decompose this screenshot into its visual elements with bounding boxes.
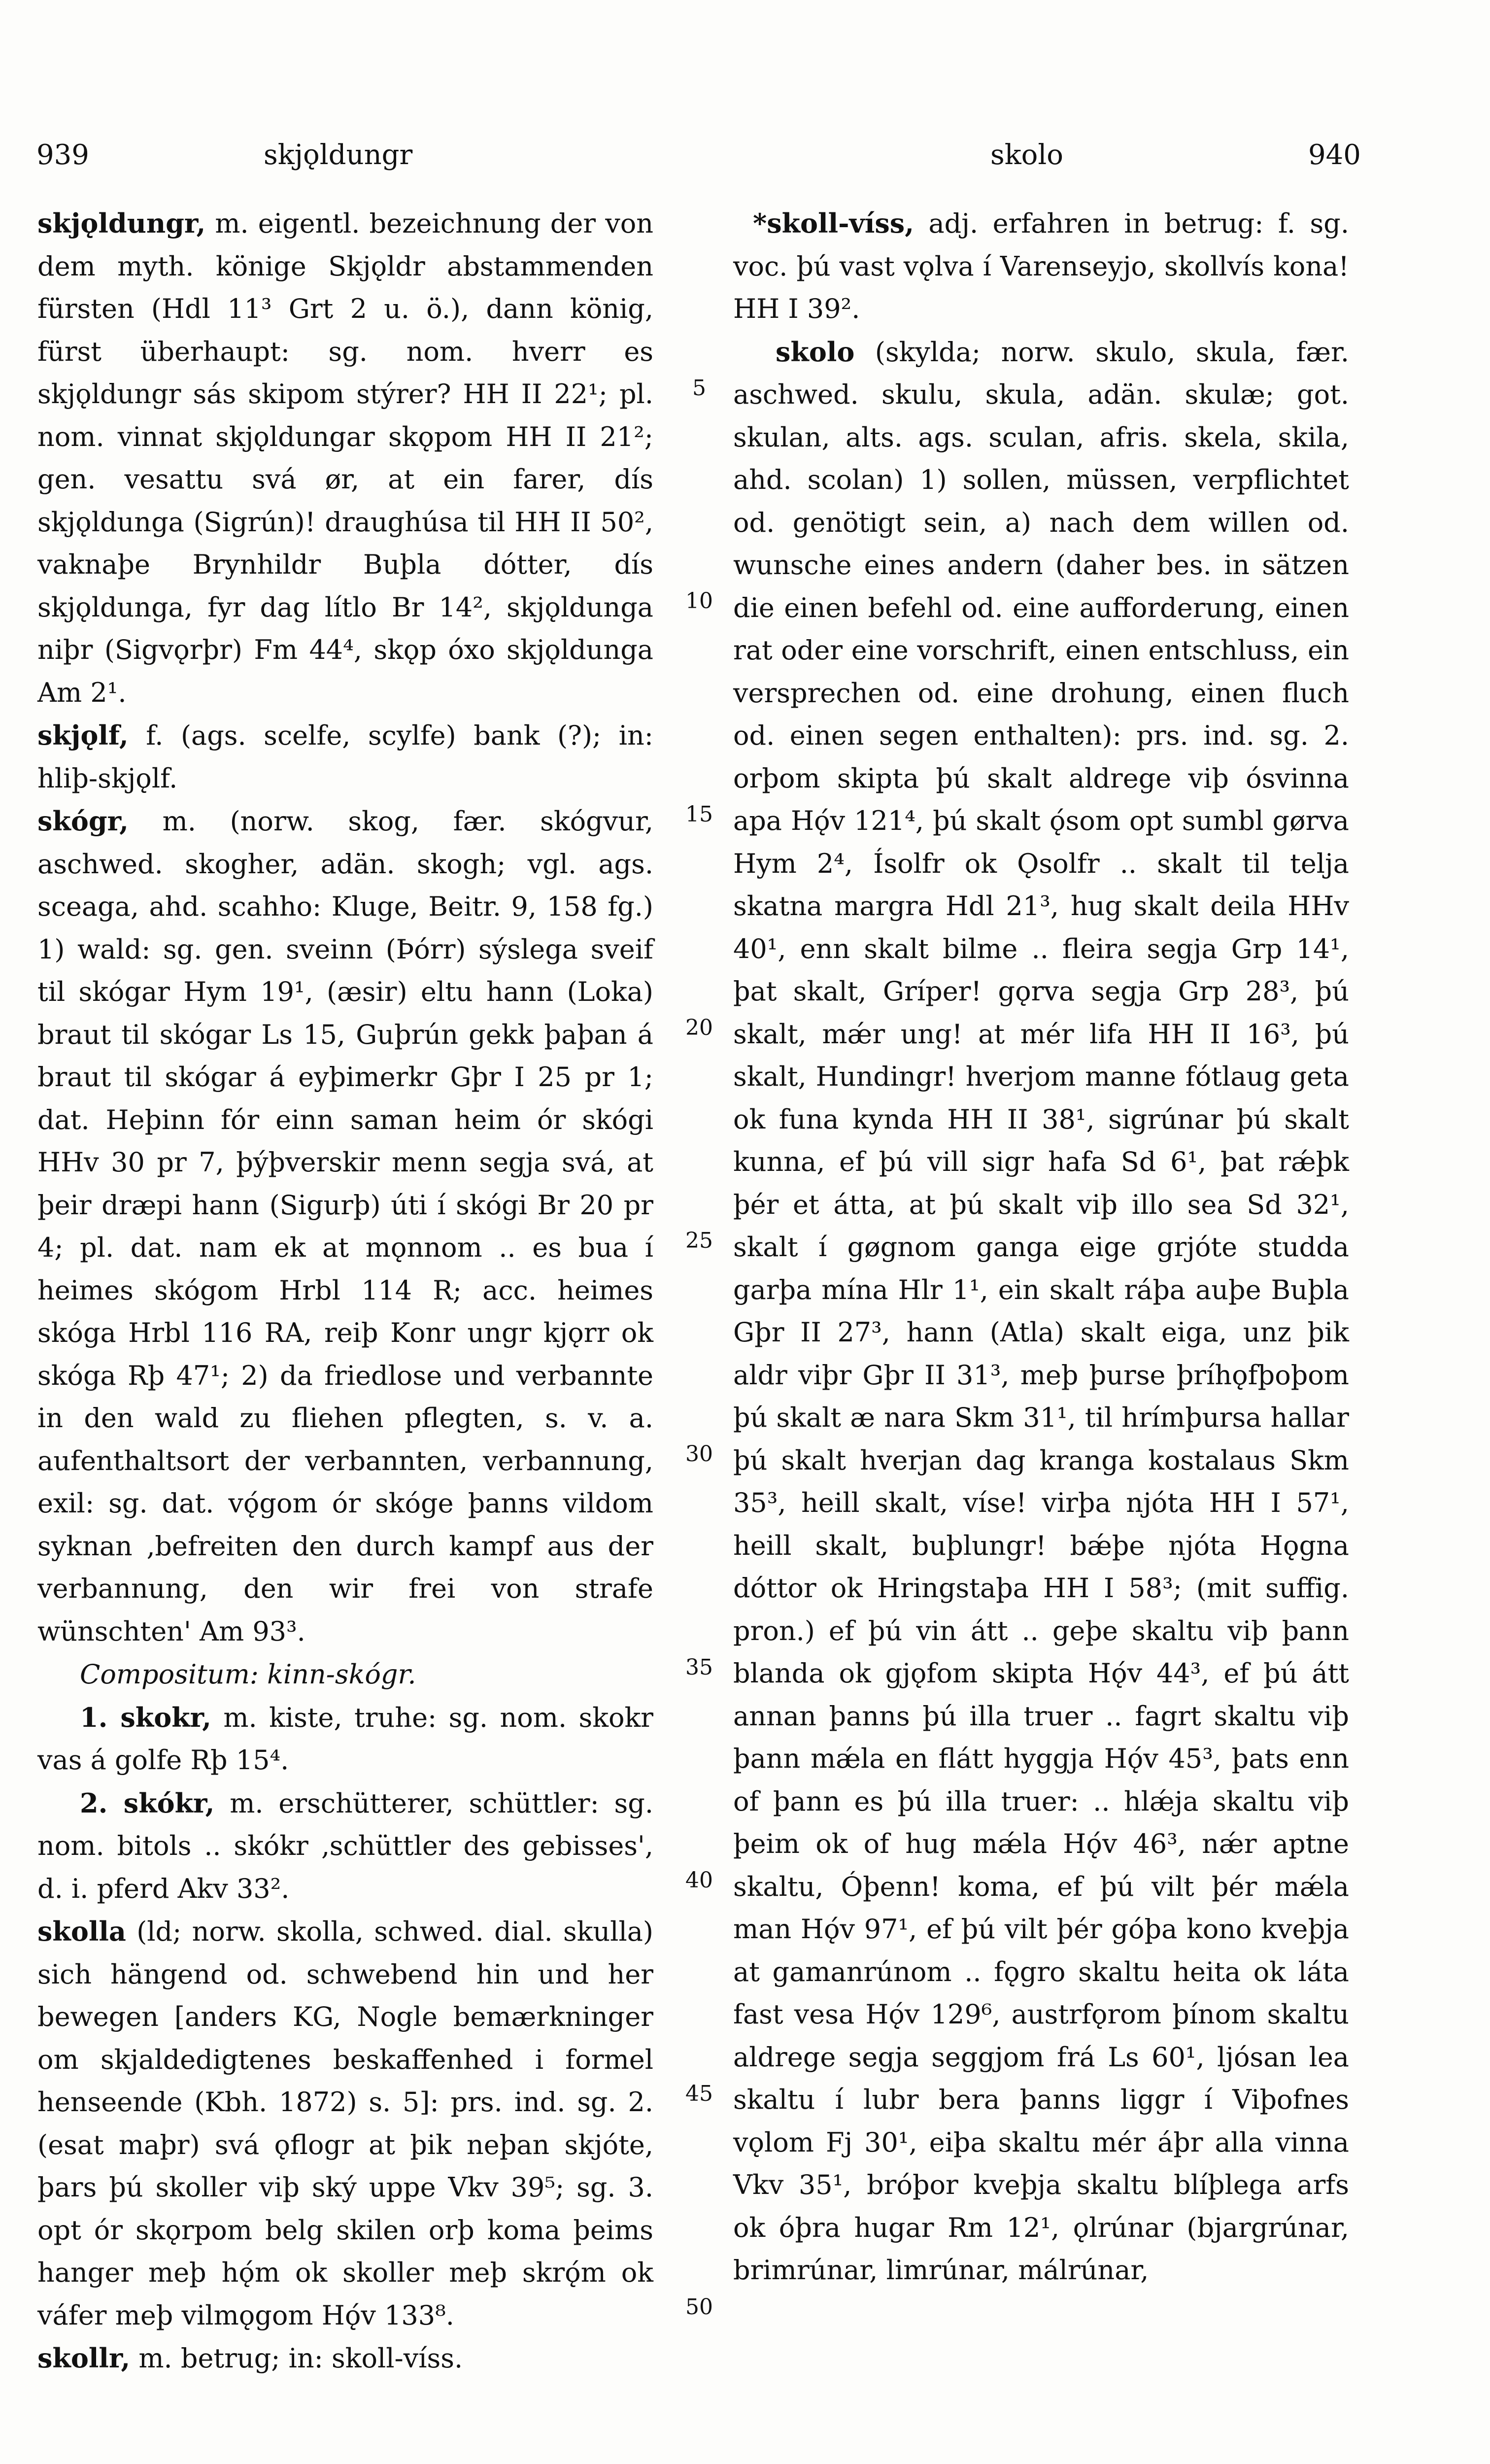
entry-text: m. eigentl. bezeichnung der von dem myth. könige Skjǫldr abstammenden fürsten (Hdl 11³ Grt 2 u. ö.), dann könig, fürst überhaupt: sg. nom. hverr es skjǫldungr sás skipom stýrer? HH II 22¹; pl. nom. vinnat skjǫldungar skǫpom HH II 21²; gen. vesattu svá ør, at ein farer, dís skjǫldunga (Sigrún)! draughúsa til HH II 50², vaknaþe Brynhildr Buþla dótter, dís skjǫldunga, fyr dag lítlo Br 14², skjǫldunga niþr (Sigvǫrþr) Fm 44⁴, skǫp óxo skjǫldunga Am 2¹. — [37, 208, 653, 708]
entry-headword: skolla — [37, 1916, 126, 1947]
dictionary-entry — [37, 202, 653, 714]
page-header — [0, 139, 1490, 183]
entry-headword: skolo — [776, 336, 855, 368]
dictionary-entry — [37, 1782, 653, 1911]
dictionary-entry — [37, 2337, 653, 2380]
dictionary-entry — [37, 1696, 653, 1782]
running-head-left: skjǫldungr — [264, 139, 413, 171]
dictionary-entry — [37, 1653, 653, 1696]
line-number: 5 — [692, 376, 706, 401]
page-number-left: 939 — [36, 139, 89, 171]
line-number: 50 — [685, 2294, 713, 2320]
line-number: 20 — [685, 1015, 713, 1040]
entry-headword: 2. skókr, — [80, 1787, 215, 1819]
running-head-right: skolo — [990, 139, 1064, 171]
line-number: 30 — [685, 1441, 713, 1467]
line-number: 35 — [685, 1655, 713, 1680]
entry-headword: skollr, — [37, 2342, 131, 2374]
entry-text: adj. erfahren in betrug: f. sg. voc. þú vast vǫlva í Varenseyjo, skollvís kona! HH I 39². — [733, 208, 1349, 324]
dictionary-entry — [37, 800, 653, 1653]
entry-headword: skógr, — [37, 805, 129, 837]
line-number: 15 — [685, 802, 713, 827]
entry-headword: skjǫldungr, — [37, 207, 206, 239]
line-number: 45 — [685, 2081, 713, 2106]
line-number: 10 — [685, 588, 713, 614]
entry-text: m. erschütterer, schüttler: sg. nom. bitols .. skókr ‚schüttler des gebisses', d. i. pferd Akv 33². — [37, 1787, 654, 1904]
page-number-right: 940 — [1308, 139, 1361, 171]
entry-text: (ld; norw. skolla, schwed. dial. skulla) sich hängend od. schwebend hin und her bewegen [anders KG, Nogle bemærkninger om skjaldedigtenes beskaffenhed i formel henseende (Kbh. 1872) s. 5]: prs. ind. sg. 2. (esat maþr) svá ǫflogr at þik neþan skjóte, þars þú skoller viþ ský uppe Vkv 39⁵; sg. 3. opt ór skǫrpom belg skilen orþ koma þeims hanger meþ hǫ́m ok skoller meþ skrǫ́m ok váfer meþ vilmǫgom Hǫ́v 133⁸. — [37, 1916, 653, 2331]
entry-text: f. (ags. scelfe, scylfe) bank (?); in: hliþ-skjǫlf. — [37, 720, 653, 794]
dictionary-entry — [733, 331, 1349, 2292]
entry-text: m. betrug; in: skoll-víss. — [130, 2343, 463, 2374]
left-column — [37, 202, 653, 2380]
entry-headword: 1. skokr, — [80, 1701, 211, 1733]
dictionary-entry — [37, 1910, 653, 2337]
entry-headword: skjǫlf, — [37, 719, 129, 751]
entry-headword: *skoll-víss, — [753, 207, 914, 239]
entry-text: (skylda; norw. skulo, skula, fær. aschwed. skulu, skula, adän. skulæ; got. skulan, alts. ags. sculan, afris. skela, skila, ahd. scolan) 1) sollen, müssen, verpflichtet od. genötigt sein, a) nach dem willen od. wunsche eines andern (daher bes. in sätzen die einen befehl od. eine aufforderung, einen rat oder eine vorschrift, einen entschluss, ein versprechen od. eine drohung, einen fluch od. einen segen enthalten): prs. ind. sg. 2. orþom skipta þú skalt aldrege viþ ósvinna apa Hǫ́v 121⁴, þú skalt ǫ́som opt sumbl gørva Hym 2⁴, Ísolfr ok Ǫsolfr .. skalt til telja skatna margra Hdl 21³, hug skalt deila HHv 40¹, enn skalt bilme .. fleira segja Grp 14¹, þat skalt, Gríper! gǫrva segja Grp 28³, þú skalt, mǽr ung! at mér lifa HH II 16³, þú skalt, Hundingr! hverjom manne fótlaug geta ok funa kynda HH II 38¹, sigrúnar þú skalt kunna, ef þú vill sigr hafa Sd 6¹, þat rǽþk þér et átta, at þú skalt viþ illo sea Sd 32¹, skalt í gøgnom ganga eige grjóte studda garþa mína Hlr 1¹, ein skalt ráþa auþe Buþla Gþr II 27³, hann (Atla) skalt eiga, unz þik aldr viþr Gþr II 31³, meþ þurse þríhǫfþoþom þú skalt æ nara Skm 31¹, til hrímþursa hallar þú skalt hverjan dag kranga kostalaus Skm 35³, heill skalt, víse! virþa njóta HH I 57¹, heill skalt, buþlungr! bǽþe njóta Hǫgna dóttor ok Hringstaþa HH I 58³; (mit suffig. pron.) ef þú vin átt .. geþe skaltu viþ þann blanda ok gjǫfom skipta Hǫ́v 44³, ef þú átt annan þanns þú illa truer .. fagrt skaltu viþ þann mǽla en flátt hyggja Hǫ́v 45³, þats enn of þann es þú illa truer: .. hlǽja skaltu viþ þeim ok of hug mǽla Hǫ́v 46³, nǽr aptne skaltu, Óþenn! koma, ef þú vilt þér mǽla man Hǫ́v 97¹, ef þú vilt þér góþa kono kveþja at gamanrúnom .. fǫgro skaltu heita ok láta fast vesa Hǫ́v 129⁶, austrfǫrom þínom skaltu aldrege segja seggjom frá Ls 60¹, ljósan lea skaltu í lubr bera þanns liggr í Viþofnes vǫlom Fj 30¹, eiþa skaltu mér áþr alla vinna Vkv 35¹, bróþor kveþja skaltu blíþlega arfs ok óþra hugar Rm 12¹, ǫlrúnar (bjargrúnar, brimrúnar, limrúnar, málrúnar, — [733, 336, 1349, 2286]
line-number: 40 — [685, 1868, 713, 1893]
entry-text: m. (norw. skog, fær. skógvur, aschwed. skogher, adän. skogh; vgl. ags. sceaga, ahd. scahho: Kluge, Beitr. 9, 158 fg.) 1) wald: sg. gen. sveinn (Þórr) sýslega sveif til skógar Hym 19¹, (æsir) eltu hann (Loka) braut til skógar Ls 15, Guþrún gekk þaþan á braut til skógar á eyþimerkr Gþr I 25 pr 1; dat. Heþinn fór einn saman heim ór skógi HHv 30 pr 7, þýþverskir menn segja svá, at þeir dræpi hann (Sigurþ) úti í skógi Br 20 pr 4; pl. dat. nam ek at mǫnnom .. es bua í heimes skógom Hrbl 114 R; acc. heimes skóga Hrbl 116 RA, reiþ Konr ungr kjǫrr ok skóga Rþ 47¹; 2) da friedlose und verbannte in den wald zu fliehen pflegten, s. v. a. aufenthaltsort der verbannten, verbannung, exil: sg. dat. vǫ́gom ór skóge þanns vildom syknan ‚befreiten den durch kampf aus der verbannung, den wir frei von strafe wünschten' Am 93³. — [37, 806, 653, 1647]
line-number: 25 — [685, 1228, 713, 1253]
dictionary-entry — [37, 714, 653, 800]
entry-text: Compositum: kinn-skógr. — [80, 1659, 416, 1690]
right-column — [733, 202, 1349, 2292]
dictionary-entry — [733, 202, 1349, 331]
entry-text: m. kiste, truhe: sg. nom. skokr vas á golfe Rþ 15⁴. — [37, 1702, 653, 1776]
